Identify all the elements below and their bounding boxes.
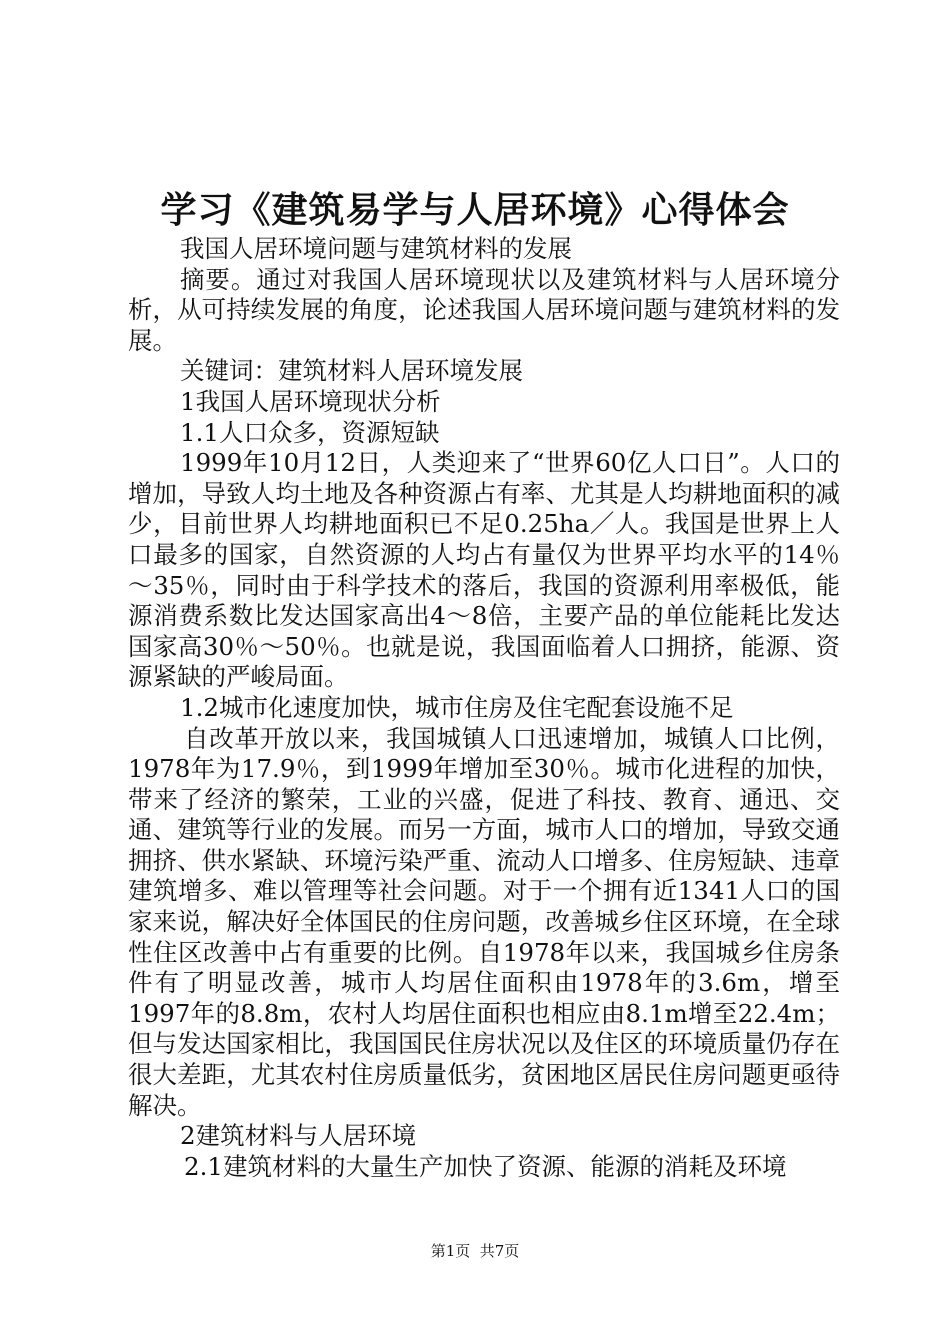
section-heading-1: 1我国人居环境现状分析: [180, 386, 441, 416]
section-heading-2-1: 2.1建筑材料的大量生产加快了资源、能源的消耗及环境: [184, 1151, 787, 1181]
paragraph-urbanization: 自改革开放以来，我国城镇人口迅速增加，城镇人口比例，1978年为17.9％，到1999年增加至30％。城市化进程的加快，带来了经济的繁荣，工业的兴盛，促进了科技、教育、通迅、交通、建筑等行业的发展。而另一方面，城市人口的增加，导致交通拥挤、供水紧缺、环境污染严重、流动人口增多、住房短缺、违章建筑增多、难以管理等社会问题。对于一个拥有近1341人口的国家来说，解决好全体国民的住房问题，改善城乡住区环境，在全球性住区改善中占有重要的比例。自1978年以来，我国城乡住房条件有了明显改善，城市人均居住面积由1978年的3.6m，增至1997年的8.8m，农村人均居住面积也相应由8.1m增至22.4m；但与发达国家相比，我国国民住房状况以及住区的环境质量仍存在很大差距，尤其农村住房质量低劣，贫困地区居民住房问题更亟待解决。: [128, 723, 840, 1120]
page-footer: 第1页 共7页: [430, 1242, 520, 1260]
document-body: [128, 234, 840, 1182]
section-heading-1-2: 1.2城市化速度加快，城市住房及住宅配套设施不足: [180, 692, 734, 722]
paragraph-population: 1999年10月12日，人类迎来了“世界60亿人口日”。人口的增加，导致人均土地及各种资源占有率、尤其是人均耕地面积的减少，目前世界人均耕地面积已不足0.25ha／人。我国是世界上人口最多的国家，自然资源的人均占有量仅为世界平均水平的14％～35％，同时由于科学技术的落后，我国的资源利用率极低，能源消费系数比发达国家高出4～8倍，主要产品的单位能耗比发达国家高30％～50％。也就是说，我国面临着人口拥挤，能源、资源紧缺的严峻局面。: [128, 448, 840, 692]
paragraph-subtitle: 我国人居环境问题与建筑材料的发展: [180, 234, 572, 263]
section-heading-2: 2建筑材料与人居环境: [180, 1121, 417, 1151]
section-heading-1-1: 1.1人口众多，资源短缺: [180, 417, 440, 447]
document-title: 学习《建筑易学与人居环境》心得体会: [160, 189, 790, 231]
paragraph-keywords: 关键词：建筑材料人居环境发展: [180, 356, 523, 386]
paragraph-abstract: 摘要。通过对我国人居环境现状以及建筑材料与人居环境分析，从可持续发展的角度，论述我国人居环境问题与建筑材料的发展。: [128, 264, 840, 355]
